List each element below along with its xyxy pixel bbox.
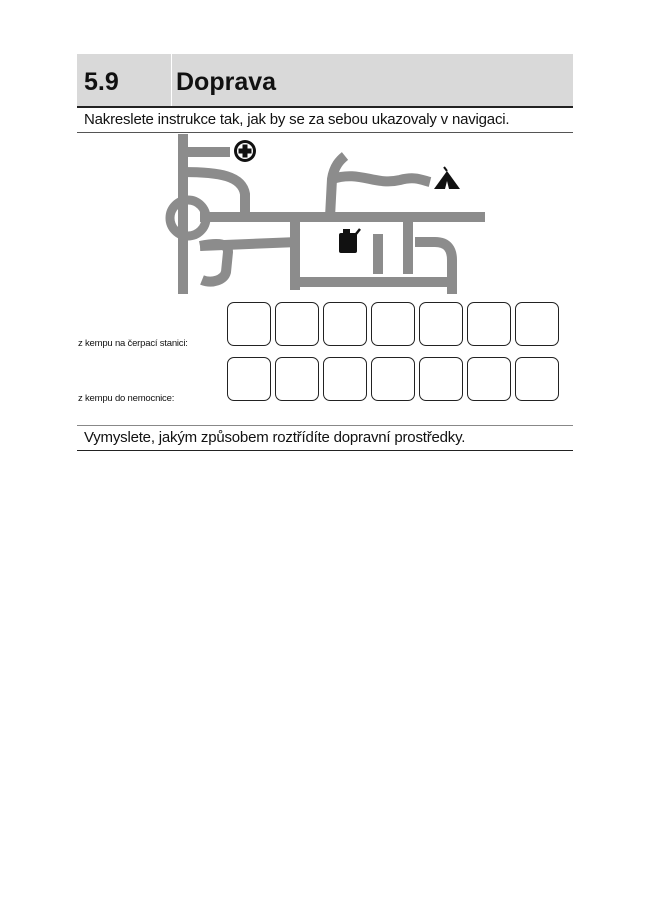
answer-box[interactable] (227, 357, 271, 401)
route-boxes-hospital (227, 357, 559, 401)
header-divider (171, 54, 172, 106)
answer-box[interactable] (323, 357, 367, 401)
route-boxes-fuel (227, 302, 559, 346)
instruction-text: Nakreslete instrukce tak, jak by se za sebou ukazovaly v navigaci. (84, 111, 510, 128)
answer-box[interactable] (467, 357, 511, 401)
task2-row (77, 425, 573, 451)
road-curve-top-left (183, 172, 245, 217)
answer-box[interactable] (275, 302, 319, 346)
answer-box[interactable] (275, 357, 319, 401)
road-lower-left-horizontal (200, 242, 298, 246)
road-camp-wiggle (332, 176, 430, 182)
answer-box[interactable] (371, 357, 415, 401)
camp-tent-icon (434, 167, 460, 189)
answer-box[interactable] (323, 302, 367, 346)
route-label-fuel: z kempu na čerpací stanici: (78, 338, 188, 349)
answer-box[interactable] (515, 302, 559, 346)
section-title: Doprava (176, 68, 277, 96)
section-header (77, 54, 573, 108)
answer-box[interactable] (227, 302, 271, 346)
section-number: 5.9 (84, 68, 119, 96)
answer-box[interactable] (467, 302, 511, 346)
answer-box[interactable] (419, 357, 463, 401)
answer-box[interactable] (371, 302, 415, 346)
task2-text: Vymyslete, jakým způsobem roztřídíte dopravní prostředky. (84, 429, 466, 446)
hospital-icon (234, 140, 256, 162)
road-map (160, 134, 490, 300)
answer-box[interactable] (515, 357, 559, 401)
roads (183, 134, 485, 294)
fuel-canister-icon (339, 229, 360, 253)
route-label-hospital: z kempu do nemocnice: (78, 393, 175, 404)
answer-box[interactable] (419, 302, 463, 346)
instruction-row (77, 108, 573, 133)
road-to-camp (330, 156, 345, 217)
